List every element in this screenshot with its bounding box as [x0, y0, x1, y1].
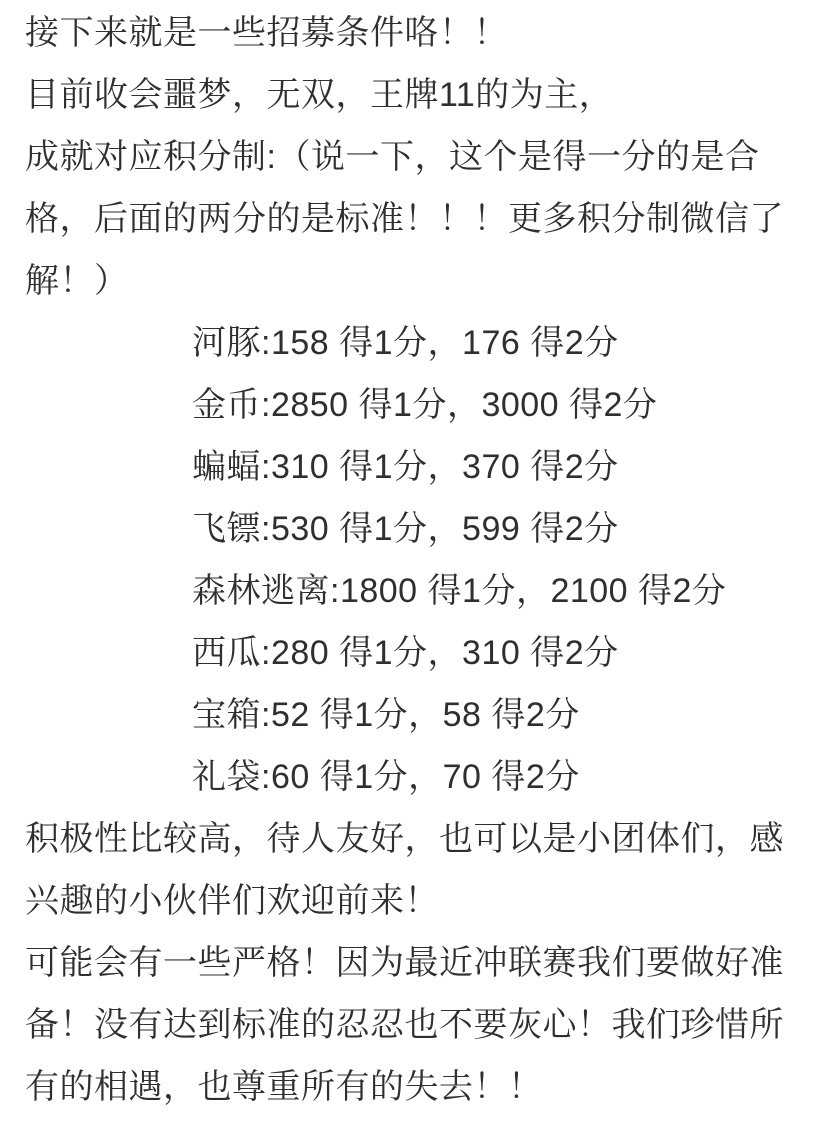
intro-line-2: 目前收会噩梦，无双，王牌11的为主，	[25, 76, 614, 114]
intro-line-4: 格，后面的两分的是标准！！！更多积分制微信了	[25, 200, 784, 238]
outro-line-5: 有的相遇，也尊重所有的失去！！	[25, 1068, 543, 1106]
intro-paragraph	[25, 2, 803, 312]
outro-line-2: 兴趣的小伙伴们欢迎前来！	[25, 882, 439, 920]
score-rule-bianfu: 蝙蝠:310 得1分，370 得2分	[192, 448, 619, 486]
outro-paragraph	[25, 808, 803, 1118]
intro-line-5: 解！）	[25, 262, 129, 300]
intro-line-1: 接下来就是一些招募条件咯！！	[25, 14, 508, 52]
score-rule-hetun: 河豚:158 得1分，176 得2分	[192, 324, 619, 362]
score-rule-lidai: 礼袋:60 得1分，70 得2分	[192, 758, 580, 796]
outro-line-1: 积极性比较高，待人友好，也可以是小团体们，感	[25, 820, 784, 858]
intro-line-3: 成就对应积分制:（说一下，这个是得一分的是合	[25, 138, 760, 176]
score-rule-feibiao: 飞镖:530 得1分，599 得2分	[192, 510, 619, 548]
score-rules-list	[192, 312, 803, 808]
outro-line-3: 可能会有一些严格！因为最近冲联赛我们要做好准	[25, 944, 784, 982]
score-rule-baoxiang: 宝箱:52 得1分，58 得2分	[192, 696, 580, 734]
score-rule-jinbi: 金币:2850 得1分，3000 得2分	[192, 386, 658, 424]
score-rule-xigua: 西瓜:280 得1分，310 得2分	[192, 634, 619, 672]
outro-line-4: 备！没有达到标准的忍忍也不要灰心！我们珍惜所	[25, 1006, 784, 1044]
score-rule-senlintaoli: 森林逃离:1800 得1分，2100 得2分	[192, 572, 727, 610]
